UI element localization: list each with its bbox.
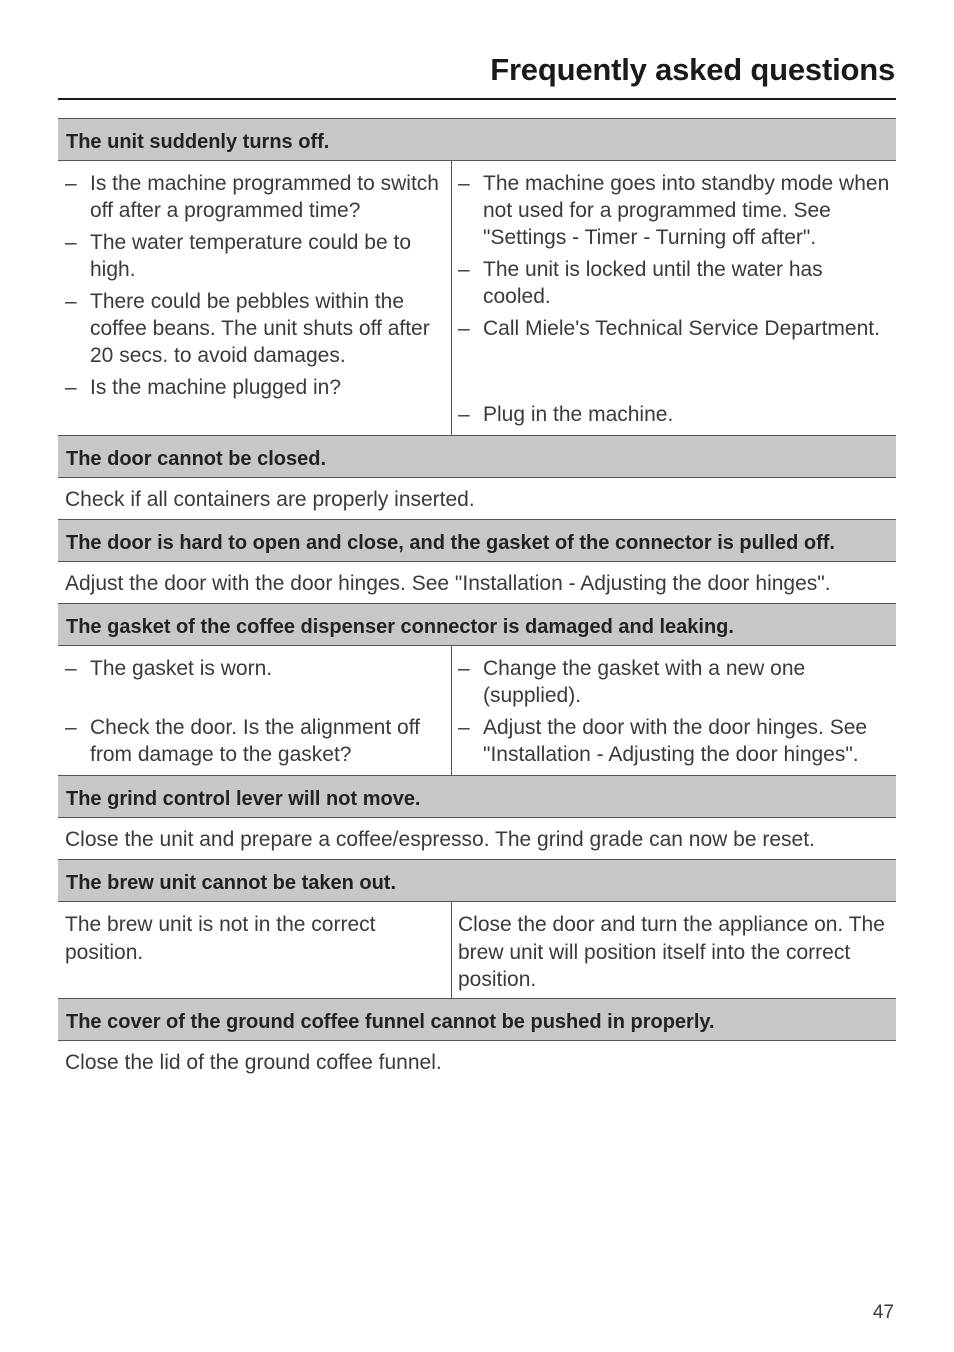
faq-answer: Close the unit and prepare a coffee/espresso. The grind grade can now be reset. (65, 828, 815, 851)
bullet-dash: – (65, 657, 77, 680)
faq-question: The brew unit cannot be taken out. (58, 859, 896, 902)
cause-item: – Is the machine programmed to switch off after a programmed time? (65, 172, 439, 222)
faq-question: The door is hard to open and close, and the gasket of the connector is pulled off. (58, 519, 896, 562)
faq-answer-table (58, 161, 896, 435)
faq-answer: Adjust the door with the door hinges. See "Installation - Adjusting the door hinges". (65, 572, 831, 595)
remedy-item: – Call Miele's Technical Service Department. (458, 315, 892, 396)
cause-item: – Is the machine plugged in? (65, 376, 342, 399)
bullet-dash: – (65, 290, 77, 313)
bullet-dash: – (65, 231, 77, 254)
faq-question: The door cannot be closed. (58, 435, 896, 478)
remedy-item: – The machine goes into standby mode when not used for a programmed time. See "Settings - Timer - Turning off after". (458, 172, 890, 249)
remedy-text: Close the door and turn the appliance on. The brew unit will position itself into the correct position. (458, 913, 885, 991)
remedy-column (452, 902, 896, 998)
bullet-dash: – (65, 172, 77, 195)
faq-answer: Close the lid of the ground coffee funnel. (65, 1050, 442, 1074)
page-title: Frequently asked questions (490, 52, 895, 87)
bullet-dash: – (458, 258, 470, 281)
cause-item: – The gasket is worn. (65, 655, 445, 709)
cause-column (58, 902, 452, 998)
cause-text: The brew unit is not in the correct position. (65, 913, 376, 964)
bullet-dash: – (458, 317, 470, 340)
bullet-dash: – (458, 172, 470, 195)
cause-column (58, 161, 452, 435)
bullet-dash: – (65, 716, 77, 739)
faq-question: The grind control lever will not move. (58, 775, 896, 818)
faq-question: The cover of the ground coffee funnel cannot be pushed in properly. (58, 998, 896, 1041)
page-number: 47 (872, 1302, 894, 1323)
cause-column (58, 646, 452, 775)
cause-item: – The water temperature could be to high. (65, 231, 412, 281)
faq-table (58, 118, 896, 1082)
faq-answer-table (58, 646, 896, 775)
bullet-dash: – (458, 403, 470, 426)
cause-item: – Check the door. Is the alignment off from damage to the gasket? (65, 716, 420, 766)
faq-question: The unit suddenly turns off. (58, 118, 896, 161)
faq-answer: Check if all containers are properly inserted. (65, 488, 475, 511)
bullet-dash: – (458, 657, 470, 680)
remedy-column (452, 161, 896, 435)
remedy-item: – Change the gasket with a new one (supplied). (458, 657, 806, 707)
faq-answer-table (58, 902, 896, 998)
remedy-item: – Plug in the machine. (458, 403, 674, 426)
remedy-column (452, 646, 896, 775)
remedy-item: – Adjust the door with the door hinges. See "Installation - Adjusting the door hinges". (458, 716, 868, 766)
remedy-item: – The unit is locked until the water has cooled. (458, 258, 823, 308)
cause-item: – There could be pebbles within the coffee beans. The unit shuts off after 20 secs. to avoid damages. (65, 290, 430, 367)
bullet-dash: – (458, 716, 470, 739)
title-divider (58, 98, 896, 100)
bullet-dash: – (65, 376, 77, 399)
faq-question: The gasket of the coffee dispenser connector is damaged and leaking. (58, 603, 896, 646)
